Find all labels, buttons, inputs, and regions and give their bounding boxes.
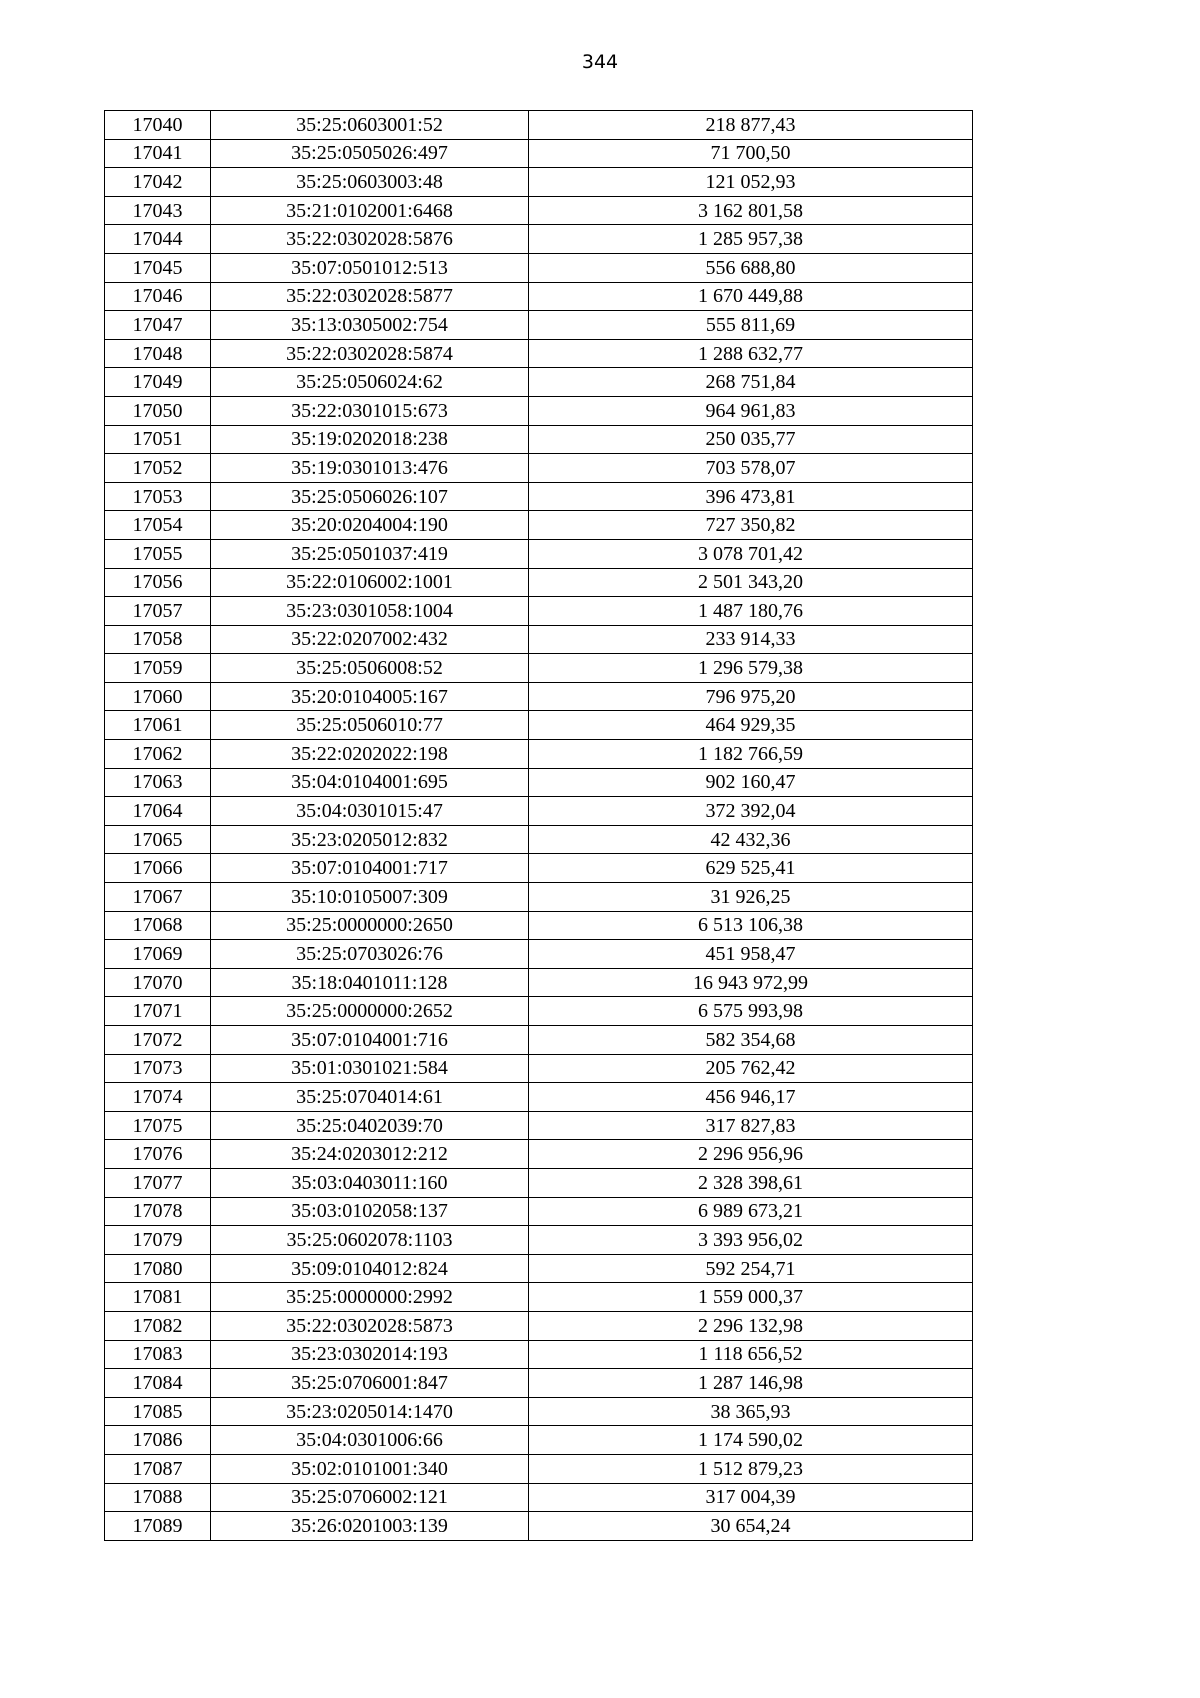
row-number-cell: 17089	[105, 1512, 211, 1541]
value-cell: 396 473,81	[529, 482, 973, 511]
cadastral-number-cell: 35:07:0104001:716	[211, 1026, 529, 1055]
table-row	[105, 854, 973, 883]
value-cell: 796 975,20	[529, 682, 973, 711]
cadastral-number-cell: 35:22:0301015:673	[211, 396, 529, 425]
table-row	[105, 111, 973, 140]
row-number-cell: 17068	[105, 911, 211, 940]
row-number-cell: 17086	[105, 1426, 211, 1455]
row-number-cell: 17057	[105, 597, 211, 626]
cadastral-number-cell: 35:03:0102058:137	[211, 1197, 529, 1226]
table-row	[105, 1283, 973, 1312]
row-number-cell: 17044	[105, 225, 211, 254]
value-cell: 703 578,07	[529, 454, 973, 483]
table-row	[105, 253, 973, 282]
row-number-cell: 17073	[105, 1054, 211, 1083]
table-body	[105, 111, 973, 1541]
value-cell: 3 078 701,42	[529, 539, 973, 568]
cadastral-number-cell: 35:13:0305002:754	[211, 311, 529, 340]
row-number-cell: 17051	[105, 425, 211, 454]
value-cell: 218 877,43	[529, 111, 973, 140]
cadastral-number-cell: 35:25:0402039:70	[211, 1111, 529, 1140]
table-row	[105, 539, 973, 568]
cadastral-number-cell: 35:25:0000000:2992	[211, 1283, 529, 1312]
cadastral-number-cell: 35:25:0706002:121	[211, 1483, 529, 1512]
table-row	[105, 1226, 973, 1255]
table-row	[105, 339, 973, 368]
table-row	[105, 1111, 973, 1140]
row-number-cell: 17060	[105, 682, 211, 711]
cadastral-number-cell: 35:25:0505026:497	[211, 139, 529, 168]
cadastral-number-cell: 35:20:0204004:190	[211, 511, 529, 540]
row-number-cell: 17077	[105, 1168, 211, 1197]
value-cell: 1 559 000,37	[529, 1283, 973, 1312]
table-row	[105, 625, 973, 654]
value-cell: 6 513 106,38	[529, 911, 973, 940]
table-row	[105, 196, 973, 225]
cadastral-number-cell: 35:07:0501012:513	[211, 253, 529, 282]
table-row	[105, 797, 973, 826]
row-number-cell: 17040	[105, 111, 211, 140]
table-row	[105, 396, 973, 425]
cadastral-number-cell: 35:26:0201003:139	[211, 1512, 529, 1541]
value-cell: 42 432,36	[529, 825, 973, 854]
value-cell: 1 287 146,98	[529, 1369, 973, 1398]
value-cell: 372 392,04	[529, 797, 973, 826]
cadastral-number-cell: 35:22:0302028:5873	[211, 1311, 529, 1340]
cadastral-table	[104, 110, 973, 1541]
table-row	[105, 597, 973, 626]
row-number-cell: 17054	[105, 511, 211, 540]
cadastral-number-cell: 35:01:0301021:584	[211, 1054, 529, 1083]
cadastral-number-cell: 35:22:0302028:5874	[211, 339, 529, 368]
value-cell: 1 512 879,23	[529, 1454, 973, 1483]
row-number-cell: 17069	[105, 940, 211, 969]
cadastral-number-cell: 35:25:0704014:61	[211, 1083, 529, 1112]
cadastral-number-cell: 35:03:0403011:160	[211, 1168, 529, 1197]
table-row	[105, 1483, 973, 1512]
cadastral-number-cell: 35:24:0203012:212	[211, 1140, 529, 1169]
value-cell: 592 254,71	[529, 1254, 973, 1283]
cadastral-number-cell: 35:04:0301006:66	[211, 1426, 529, 1455]
row-number-cell: 17065	[105, 825, 211, 854]
cadastral-number-cell: 35:25:0603001:52	[211, 111, 529, 140]
value-cell: 902 160,47	[529, 768, 973, 797]
row-number-cell: 17074	[105, 1083, 211, 1112]
cadastral-number-cell: 35:23:0205014:1470	[211, 1397, 529, 1426]
cadastral-number-cell: 35:20:0104005:167	[211, 682, 529, 711]
value-cell: 6 575 993,98	[529, 997, 973, 1026]
row-number-cell: 17055	[105, 539, 211, 568]
value-cell: 1 670 449,88	[529, 282, 973, 311]
value-cell: 233 914,33	[529, 625, 973, 654]
cadastral-number-cell: 35:25:0000000:2650	[211, 911, 529, 940]
cadastral-number-cell: 35:25:0506026:107	[211, 482, 529, 511]
table-row	[105, 368, 973, 397]
value-cell: 727 350,82	[529, 511, 973, 540]
table-row	[105, 1254, 973, 1283]
cadastral-number-cell: 35:23:0302014:193	[211, 1340, 529, 1369]
row-number-cell: 17071	[105, 997, 211, 1026]
table-row	[105, 1454, 973, 1483]
row-number-cell: 17043	[105, 196, 211, 225]
table-row	[105, 454, 973, 483]
value-cell: 6 989 673,21	[529, 1197, 973, 1226]
cadastral-number-cell: 35:19:0301013:476	[211, 454, 529, 483]
table-row	[105, 1426, 973, 1455]
row-number-cell: 17080	[105, 1254, 211, 1283]
cadastral-number-cell: 35:22:0106002:1001	[211, 568, 529, 597]
row-number-cell: 17061	[105, 711, 211, 740]
cadastral-number-cell: 35:25:0703026:76	[211, 940, 529, 969]
table-row	[105, 1369, 973, 1398]
cadastral-number-cell: 35:23:0301058:1004	[211, 597, 529, 626]
row-number-cell: 17046	[105, 282, 211, 311]
value-cell: 2 501 343,20	[529, 568, 973, 597]
cadastral-number-cell: 35:04:0104001:695	[211, 768, 529, 797]
value-cell: 464 929,35	[529, 711, 973, 740]
table-row	[105, 997, 973, 1026]
value-cell: 456 946,17	[529, 1083, 973, 1112]
table-row	[105, 225, 973, 254]
table-row	[105, 1054, 973, 1083]
value-cell: 582 354,68	[529, 1026, 973, 1055]
table-row	[105, 1083, 973, 1112]
value-cell: 16 943 972,99	[529, 968, 973, 997]
cadastral-number-cell: 35:25:0000000:2652	[211, 997, 529, 1026]
cadastral-number-cell: 35:22:0302028:5877	[211, 282, 529, 311]
row-number-cell: 17087	[105, 1454, 211, 1483]
value-cell: 38 365,93	[529, 1397, 973, 1426]
cadastral-number-cell: 35:18:0401011:128	[211, 968, 529, 997]
row-number-cell: 17085	[105, 1397, 211, 1426]
cadastral-number-cell: 35:25:0501037:419	[211, 539, 529, 568]
row-number-cell: 17082	[105, 1311, 211, 1340]
table-row	[105, 568, 973, 597]
table-row	[105, 1168, 973, 1197]
cadastral-number-cell: 35:25:0506024:62	[211, 368, 529, 397]
cadastral-number-cell: 35:25:0706001:847	[211, 1369, 529, 1398]
value-cell: 317 827,83	[529, 1111, 973, 1140]
cadastral-number-cell: 35:22:0207002:432	[211, 625, 529, 654]
table-row	[105, 940, 973, 969]
value-cell: 71 700,50	[529, 139, 973, 168]
table-row	[105, 1340, 973, 1369]
table-row	[105, 825, 973, 854]
table-row	[105, 1397, 973, 1426]
row-number-cell: 17047	[105, 311, 211, 340]
table-row	[105, 282, 973, 311]
row-number-cell: 17070	[105, 968, 211, 997]
table-row	[105, 511, 973, 540]
value-cell: 1 288 632,77	[529, 339, 973, 368]
cadastral-number-cell: 35:21:0102001:6468	[211, 196, 529, 225]
row-number-cell: 17059	[105, 654, 211, 683]
row-number-cell: 17075	[105, 1111, 211, 1140]
row-number-cell: 17058	[105, 625, 211, 654]
table-row	[105, 711, 973, 740]
row-number-cell: 17062	[105, 740, 211, 769]
row-number-cell: 17045	[105, 253, 211, 282]
value-cell: 268 751,84	[529, 368, 973, 397]
cadastral-number-cell: 35:25:0506008:52	[211, 654, 529, 683]
value-cell: 1 174 590,02	[529, 1426, 973, 1455]
row-number-cell: 17084	[105, 1369, 211, 1398]
cadastral-number-cell: 35:25:0603003:48	[211, 168, 529, 197]
cadastral-number-cell: 35:19:0202018:238	[211, 425, 529, 454]
value-cell: 555 811,69	[529, 311, 973, 340]
cadastral-number-cell: 35:25:0602078:1103	[211, 1226, 529, 1255]
cadastral-number-cell: 35:22:0202022:198	[211, 740, 529, 769]
row-number-cell: 17079	[105, 1226, 211, 1255]
table-row	[105, 482, 973, 511]
cadastral-number-cell: 35:22:0302028:5876	[211, 225, 529, 254]
row-number-cell: 17088	[105, 1483, 211, 1512]
row-number-cell: 17053	[105, 482, 211, 511]
table-row	[105, 654, 973, 683]
value-cell: 3 162 801,58	[529, 196, 973, 225]
row-number-cell: 17076	[105, 1140, 211, 1169]
cadastral-number-cell: 35:23:0205012:832	[211, 825, 529, 854]
table-row	[105, 768, 973, 797]
table-row	[105, 168, 973, 197]
value-cell: 31 926,25	[529, 883, 973, 912]
value-cell: 1 285 957,38	[529, 225, 973, 254]
cadastral-number-cell: 35:25:0506010:77	[211, 711, 529, 740]
table-row	[105, 911, 973, 940]
table-row	[105, 1197, 973, 1226]
row-number-cell: 17072	[105, 1026, 211, 1055]
value-cell: 964 961,83	[529, 396, 973, 425]
row-number-cell: 17049	[105, 368, 211, 397]
value-cell: 556 688,80	[529, 253, 973, 282]
value-cell: 3 393 956,02	[529, 1226, 973, 1255]
table-row	[105, 139, 973, 168]
value-cell: 629 525,41	[529, 854, 973, 883]
row-number-cell: 17042	[105, 168, 211, 197]
cadastral-number-cell: 35:10:0105007:309	[211, 883, 529, 912]
cadastral-number-cell: 35:04:0301015:47	[211, 797, 529, 826]
table-row	[105, 1311, 973, 1340]
row-number-cell: 17063	[105, 768, 211, 797]
row-number-cell: 17078	[105, 1197, 211, 1226]
table-row	[105, 1026, 973, 1055]
cadastral-number-cell: 35:09:0104012:824	[211, 1254, 529, 1283]
row-number-cell: 17081	[105, 1283, 211, 1312]
value-cell: 121 052,93	[529, 168, 973, 197]
value-cell: 2 296 132,98	[529, 1311, 973, 1340]
table-row	[105, 1512, 973, 1541]
value-cell: 250 035,77	[529, 425, 973, 454]
value-cell: 451 958,47	[529, 940, 973, 969]
table-row	[105, 682, 973, 711]
row-number-cell: 17067	[105, 883, 211, 912]
row-number-cell: 17048	[105, 339, 211, 368]
page-number: 344	[581, 51, 619, 73]
cadastral-number-cell: 35:02:0101001:340	[211, 1454, 529, 1483]
table-row	[105, 1140, 973, 1169]
value-cell: 317 004,39	[529, 1483, 973, 1512]
value-cell: 205 762,42	[529, 1054, 973, 1083]
value-cell: 2 328 398,61	[529, 1168, 973, 1197]
row-number-cell: 17041	[105, 139, 211, 168]
value-cell: 1 182 766,59	[529, 740, 973, 769]
value-cell: 2 296 956,96	[529, 1140, 973, 1169]
value-cell: 1 296 579,38	[529, 654, 973, 683]
row-number-cell: 17083	[105, 1340, 211, 1369]
table-row	[105, 425, 973, 454]
row-number-cell: 17056	[105, 568, 211, 597]
table-row	[105, 968, 973, 997]
table-row	[105, 883, 973, 912]
row-number-cell: 17050	[105, 396, 211, 425]
row-number-cell: 17064	[105, 797, 211, 826]
value-cell: 1 487 180,76	[529, 597, 973, 626]
table-row	[105, 740, 973, 769]
row-number-cell: 17066	[105, 854, 211, 883]
value-cell: 30 654,24	[529, 1512, 973, 1541]
value-cell: 1 118 656,52	[529, 1340, 973, 1369]
row-number-cell: 17052	[105, 454, 211, 483]
table-row	[105, 311, 973, 340]
cadastral-number-cell: 35:07:0104001:717	[211, 854, 529, 883]
